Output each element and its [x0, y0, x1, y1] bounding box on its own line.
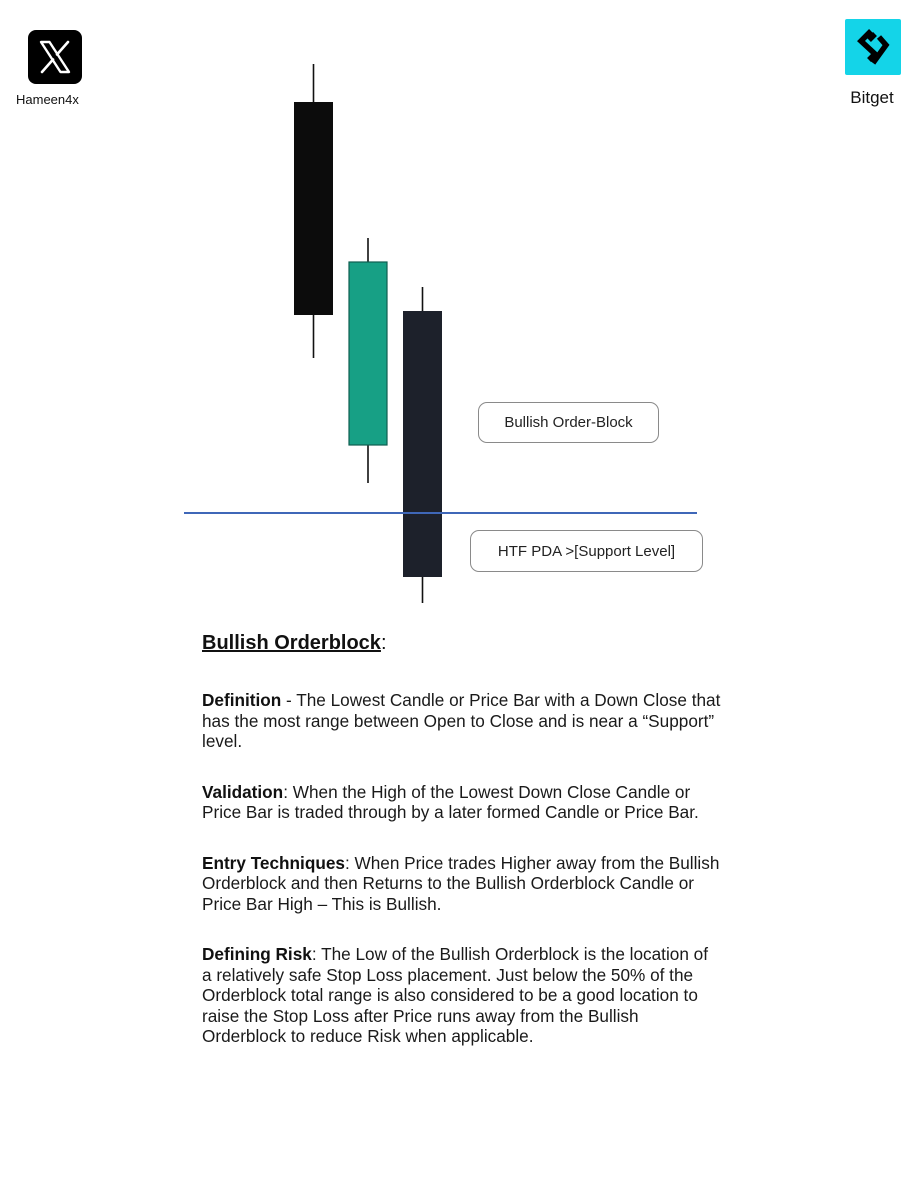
- heading-colon: :: [380, 632, 387, 654]
- entry-techniques-text: When Price trades Higher away from the Bullish Orderblock and then Returns to the Bullish Orderblock Candle or Price Bar High – This is Bullish.: [202, 852, 720, 914]
- x-handle: Hameen4x: [16, 92, 79, 107]
- defining-risk-term: Defining Risk: [202, 944, 312, 964]
- candle-2-body: [349, 262, 387, 445]
- validation-text: When the High of the Lowest Down Close Candle or Price Bar is traded through by a later formed Candle or Price Bar.: [202, 781, 699, 822]
- candle-3-body: [403, 311, 442, 577]
- bitget-name: Bitget: [850, 88, 894, 107]
- entry-techniques-sep: :: [344, 852, 355, 873]
- validation-paragraph: [202, 782, 722, 823]
- definition-text: The Lowest Candle or Price Bar with a Down Close that has the most range between Open to Close and is near a “Support” level.: [202, 690, 721, 751]
- entry-techniques-paragraph: [202, 853, 722, 915]
- definition-term: Definition: [202, 690, 282, 710]
- defining-risk-text: The Low of the Bullish Orderblock is the location of a relatively safe Stop Loss placement. Just below the 50% of the Orderblock total range is also considered to be a good location to raise the Stop Loss after Price runs away from the Bullish Orderblock to reduce Risk when applicable.: [202, 944, 708, 1046]
- heading-title: Bullish Orderblock: [202, 632, 381, 654]
- validation-term: Validation: [202, 781, 284, 802]
- validation-sep: :: [283, 781, 293, 802]
- definition-sep: -: [281, 690, 297, 710]
- definition-paragraph: [202, 690, 722, 752]
- defining-risk-sep: :: [311, 944, 322, 964]
- order-block-label: Bullish Order-Block: [478, 402, 659, 443]
- description-section: [202, 632, 722, 1077]
- defining-risk-paragraph: [202, 944, 722, 1047]
- support-level-label: HTF PDA >[Support Level]: [470, 530, 703, 572]
- candle-1-body: [294, 102, 333, 315]
- section-heading: [202, 632, 722, 655]
- entry-techniques-term: Entry Techniques: [202, 852, 345, 873]
